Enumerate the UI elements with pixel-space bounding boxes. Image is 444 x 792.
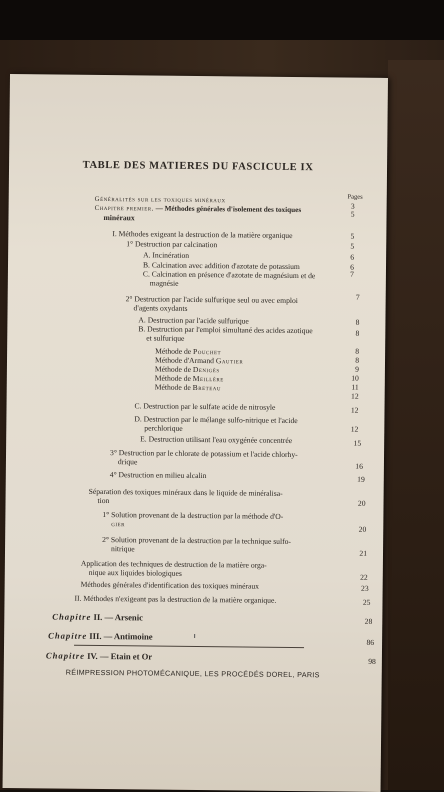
toc-page-34: 22: [360, 572, 368, 582]
toc-entry-7: C. Calcination en présence d'azotate de magnésium et de: [142, 269, 316, 281]
toc-entry-30: gier: [111, 519, 126, 529]
footer-rule: [74, 645, 304, 648]
toc-entry-25: drique: [117, 457, 138, 467]
toc-page-20: 12: [350, 405, 359, 415]
toc-page-28: 20: [357, 498, 366, 508]
toc-entry-4: 1° Destruction par calcination: [126, 239, 218, 250]
toc-page-5: 6: [350, 252, 355, 262]
toc-page-16: 9: [355, 364, 359, 374]
toc-entry-15: Méthode d'Armand Gautier: [154, 355, 244, 366]
toc-entry-17: Méthode de Meillère: [154, 373, 224, 384]
table-of-contents: [9, 193, 387, 666]
toc-page-11: 8: [355, 317, 360, 327]
toc-page-25: 16: [355, 461, 363, 471]
toc-page-23: 15: [353, 438, 362, 448]
toc-page-22: 12: [350, 424, 359, 434]
toc-entry-10: d'agents oxydants: [133, 303, 188, 313]
toc-chapter-2: Chapitre II. — Arsenic: [52, 611, 143, 623]
toc-page-35: 23: [361, 583, 369, 593]
toc-entry-35: Méthodes générales d'identification des toxiques minéraux: [80, 579, 260, 591]
toc-entry-22: perchlorique: [144, 423, 183, 433]
toc-page-19: 12: [351, 391, 359, 401]
toc-entry-16: Méthode de Denigès: [154, 364, 220, 375]
toc-entry-31: 2° Solution provenant de la destruction par la technique sulfo-: [102, 535, 292, 546]
toc-page-37: 28: [364, 616, 373, 626]
toc-page-38: 86: [366, 637, 375, 647]
toc-entry-34: nique aux liquides biologiques: [88, 567, 182, 578]
toc-entry-8: magnésie: [149, 278, 179, 288]
toc-entry-0: Généralités sur les toxiques minéraux: [94, 195, 226, 205]
toc-page-0: 3: [350, 201, 355, 211]
toc-entry-12: B. Destruction par l'emploi simultané des acides azotique: [138, 324, 313, 336]
toc-page-17: 10: [351, 373, 359, 383]
toc-entry-6: B. Calcination avec addition d'azotate de potassium: [142, 260, 300, 272]
toc-page-18: 11: [351, 382, 359, 392]
toc-entry-33: Application des techniques de destruction de la matière orga-: [80, 558, 267, 570]
page-title: TABLE DES MATIERES DU FASCICULE IX: [82, 159, 314, 174]
toc-entry-32: nitrique: [110, 544, 135, 554]
toc-entry-23: E. Destruction utilisant l'eau oxygénée concentrée: [140, 434, 293, 445]
toc-page-6: 6: [350, 262, 355, 272]
toc-entry-14: Méthode de Pouchet: [155, 346, 222, 357]
toc-page-2: 5: [350, 209, 355, 219]
toc-entry-2: minéraux: [103, 213, 135, 223]
toc-page-9: 7: [355, 292, 360, 302]
toc-chapter-3: Chapitre III. — Antimoine: [48, 630, 153, 642]
toc-chapter-4: Chapitre IV. — Etain et Or: [45, 650, 153, 662]
toc-entry-24: 3° Destruction par le chlorate de potassium et l'acide chlorhy-: [110, 448, 298, 460]
book-page: [3, 74, 388, 792]
toc-entry-5: A. Incinération: [143, 250, 190, 260]
toc-page-7: 7: [350, 269, 354, 279]
toc-entry-11: A. Destruction par l'acide sulfurique: [138, 315, 249, 326]
footer-imprint: RÉIMPRESSION PHOTOMÉCANIQUE, LES PROCÉDÉS DOREL, PARIS: [65, 667, 320, 680]
toc-entry-28: tion: [97, 495, 110, 506]
toc-page-15: 8: [355, 355, 360, 365]
toc-entry-26: 4° Destruction en milieu alcalin: [109, 470, 207, 481]
toc-entry-9: 2° Destruction par l'acide sulfurique seul ou avec emploi: [125, 294, 298, 306]
toc-entry-1: Chapitre premier. — Méthodes générales d'isolement des toxiques: [94, 204, 302, 215]
toc-entry-27: Séparation des toxiques minéraux dans le liquide de minéralisa-: [88, 486, 283, 498]
toc-page-26: 19: [357, 474, 365, 484]
toc-page-36: 25: [362, 597, 371, 607]
toc-page-14: 8: [355, 346, 360, 356]
toc-entry-3: I. Méthodes exigeant la destruction de la matière organique: [112, 229, 293, 240]
page-mark: [194, 634, 195, 638]
toc-page-12: 8: [355, 328, 360, 338]
toc-entry-36: II. Méthodes n'exigeant pas la destruction de la matière organique.: [74, 593, 277, 605]
toc-page-39: 98: [368, 656, 376, 666]
pages-label: Pages: [347, 193, 363, 201]
toc-page-30: 20: [358, 524, 367, 534]
toc-entry-21: D. Destruction par le mélange sulfo-nitrique et l'acide: [134, 414, 298, 426]
toc-entry-13: et sulfurique: [146, 333, 185, 343]
toc-entry-20: C. Destruction par le sulfate acide de nitrosyle: [134, 401, 276, 412]
toc-page-3: 5: [350, 231, 355, 241]
toc-entry-29: 1° Solution provenant de la destruction par la méthode d'O-: [102, 510, 284, 521]
toc-page-4: 5: [350, 241, 355, 251]
book-spine-shadow: [388, 60, 444, 790]
toc-page-32: 21: [359, 548, 368, 558]
toc-entry-18: Méthode de Breteau: [154, 382, 222, 393]
